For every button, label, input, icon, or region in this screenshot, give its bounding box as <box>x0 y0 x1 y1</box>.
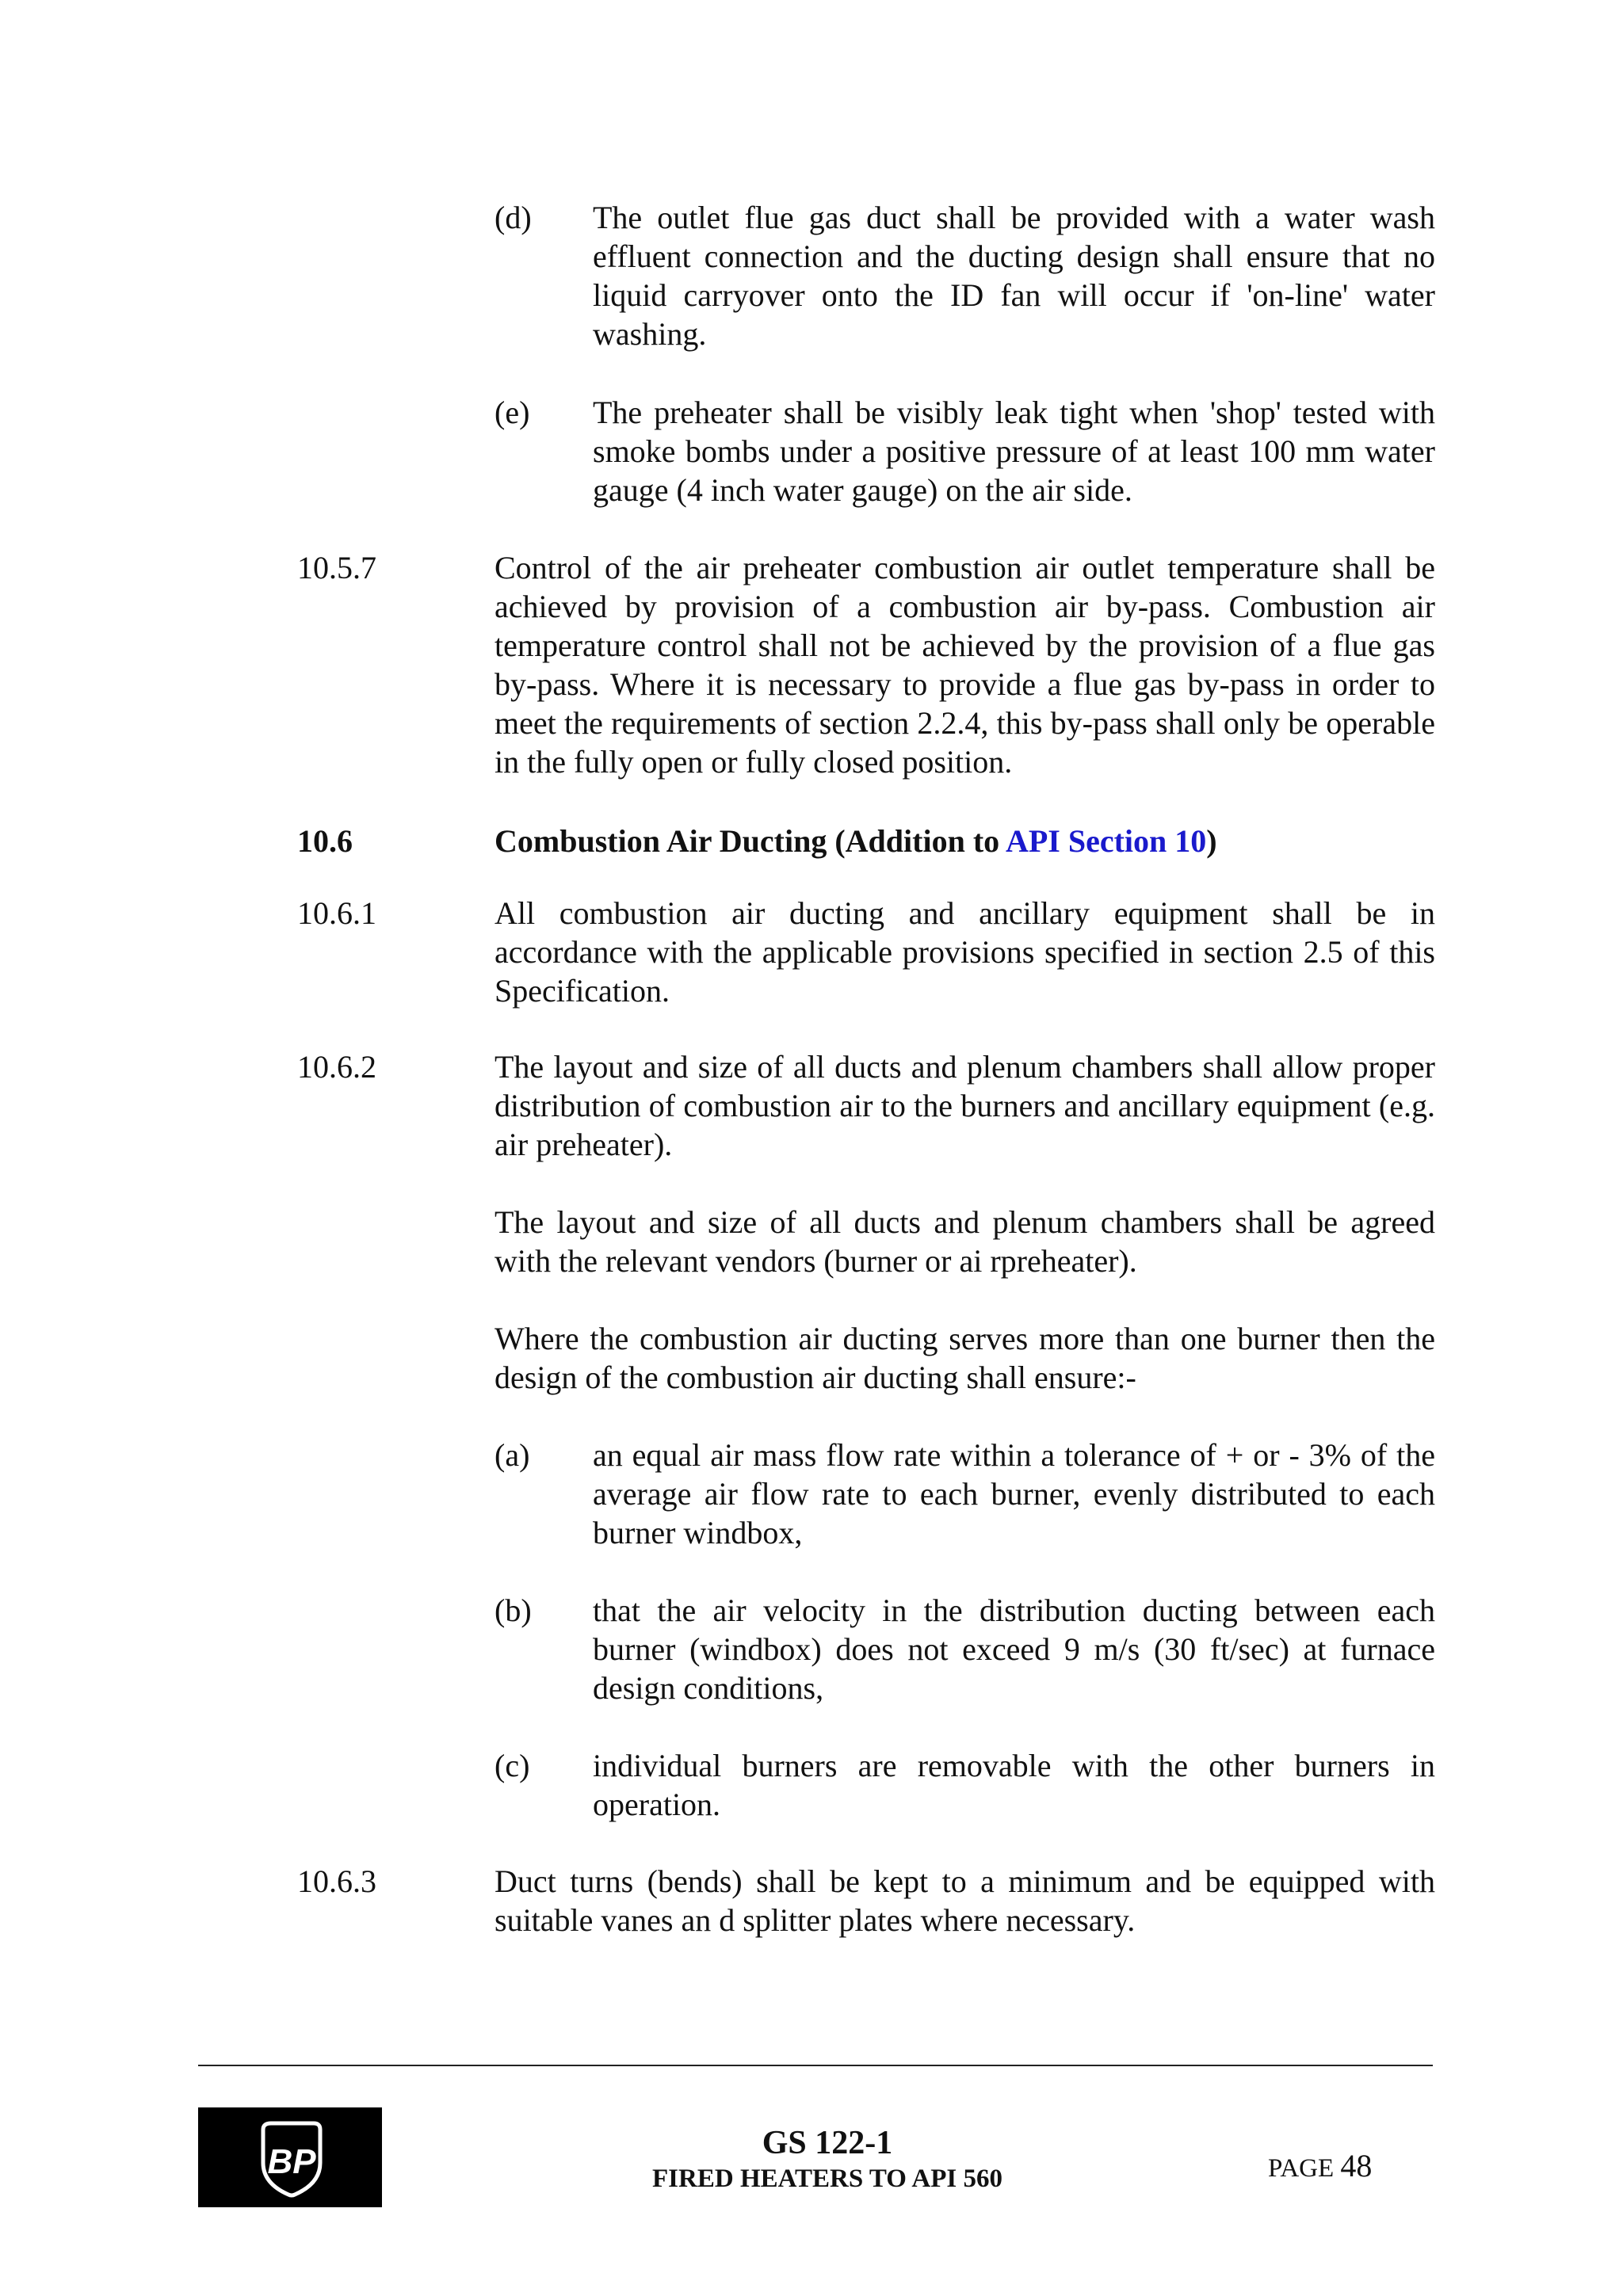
item-c-text: individual burners are removable with the other burners in operation. <box>593 1748 1435 1822</box>
section-number-10-6-3: 10.6.3 <box>297 1863 376 1899</box>
item-d-label: (d) <box>495 200 532 235</box>
item-c-label: (c) <box>495 1748 530 1783</box>
page-number: 48 <box>1340 2148 1373 2183</box>
item-e-label: (e) <box>495 395 530 430</box>
section-text-10-6-2-p1: The layout and size of all ducts and plenum chambers shall allow proper distribution of combustion air to the burners and ancillary equipment (e.g. air preheater). <box>495 1049 1435 1162</box>
section-number-10-5-7: 10.5.7 <box>297 550 376 585</box>
item-a-label: (a) <box>495 1437 530 1473</box>
document-code: GS 122-1 <box>762 2125 893 2161</box>
bp-logo-text: BP <box>267 2142 316 2181</box>
item-b-text: that the air velocity in the distribution ducting between each burner (windbox) does not exceed 9 m/s (30 ft/sec) at furnace design conditions, <box>593 1592 1435 1706</box>
section-number-10-6: 10.6 <box>297 823 353 859</box>
section-number-10-6-2: 10.6.2 <box>297 1049 376 1085</box>
section-text-10-6-1: All combustion air ducting and ancillary equipment shall be in accordance with the applicable provisions specified in section 2.5 of this Specification. <box>495 895 1435 1009</box>
section-number-10-6-1: 10.6.1 <box>297 895 376 931</box>
api-section-10-link[interactable]: API Section 10 <box>1005 823 1207 859</box>
item-a-text: an equal air mass flow rate within a tolerance of + or - 3% of the average air flow rate to each burner, evenly distributed to each burner windbox, <box>593 1437 1435 1550</box>
document-title: FIRED HEATERS TO API 560 <box>652 2164 1002 2193</box>
section-text-10-6-2-p3: Where the combustion air ducting serves more than one burner then the design of the combustion air ducting shall ensure:- <box>495 1321 1435 1395</box>
bp-logo <box>198 2107 382 2207</box>
item-d-text: The outlet flue gas duct shall be provided with a water wash effluent connection and the ducting design shall ensure that no liquid carryover onto the ID fan will occur if 'on-line' water washing. <box>593 200 1435 352</box>
page-label: PAGE <box>1268 2154 1341 2183</box>
footer-divider <box>198 2065 1433 2066</box>
section-text-10-6-3: Duct turns (bends) shall be kept to a minimum and be equipped with suitable vanes an d splitter plates where necessary. <box>495 1863 1435 1938</box>
section-text-10-5-7: Control of the air preheater combustion air outlet temperature shall be achieved by provision of a combustion air by-pass. Combustion air temperature control shall not be achieved by the provision of a flue gas by-pass. Where it is necessary to provide a flue gas by-pass in order to meet the requirements of section 2.2.4, this by-pass shall only be operable in the fully open or fully closed position. <box>495 550 1435 780</box>
bp-shield-icon <box>198 2107 382 2207</box>
item-e-text: The preheater shall be visibly leak tight when 'shop' tested with smoke bombs under a positive pressure of at least 100 mm water gauge (4 inch water gauge) on the air side. <box>593 395 1435 508</box>
section-text-10-6-2-p2: The layout and size of all ducts and plenum chambers shall be agreed with the relevant vendors (burner or ai rpreheater). <box>495 1204 1435 1279</box>
section-heading-10-6 <box>495 822 1217 860</box>
page-indicator <box>1268 2149 1372 2186</box>
heading-prefix: Combustion Air Ducting (Addition to <box>495 823 1006 859</box>
heading-suffix: ) <box>1206 823 1217 859</box>
item-b-label: (b) <box>495 1592 532 1628</box>
